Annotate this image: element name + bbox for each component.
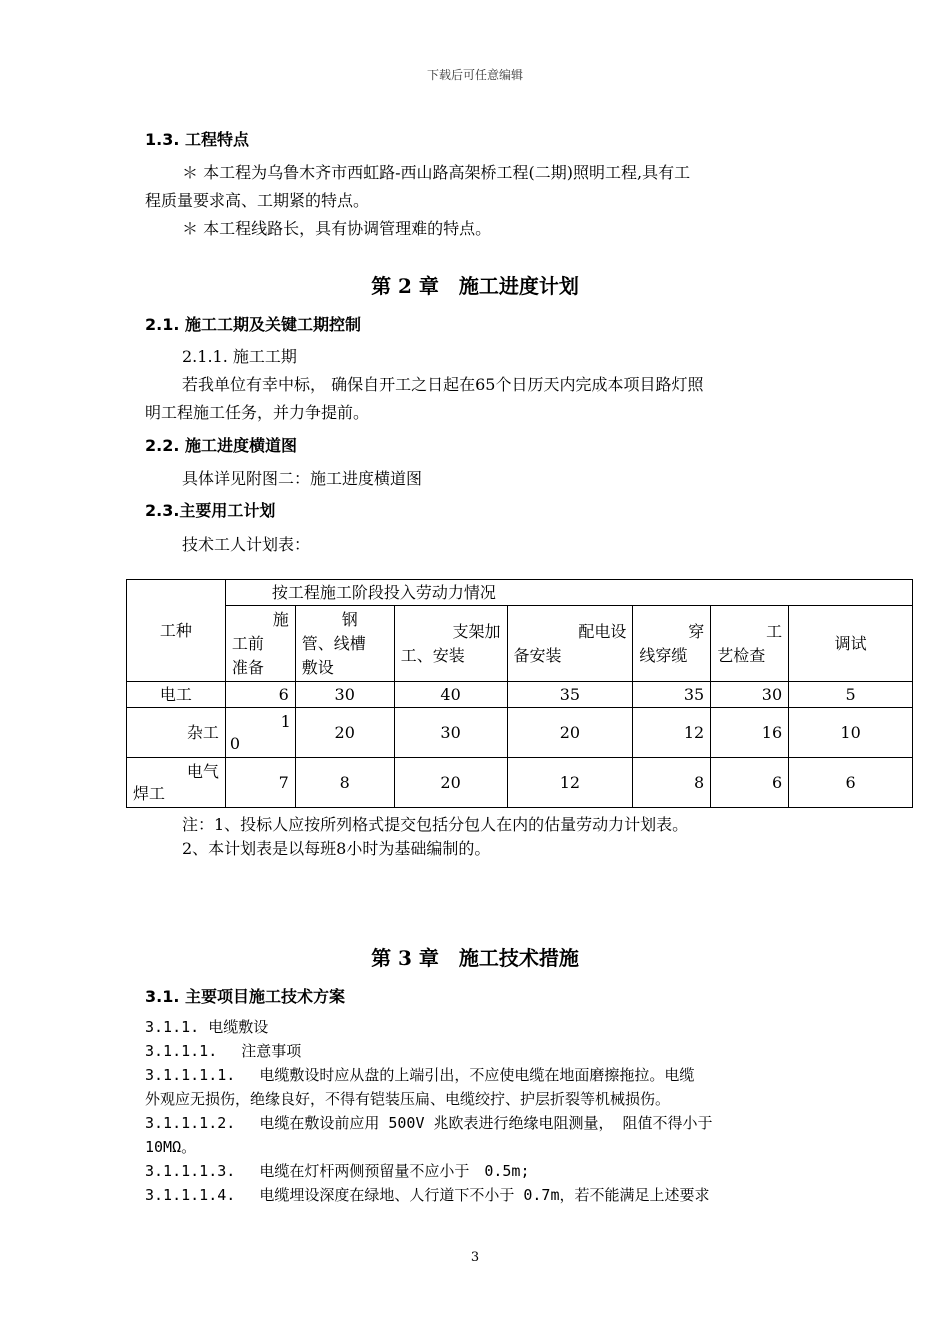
trade-cell: 电气 焊工 (127, 758, 226, 808)
clause-3-1-1-1-1-line-1: 3.1.1.1.1. 电缆敷设时应从盘的上端引出，不应使电缆在地面磨擦拖拉。电缆 (145, 1066, 695, 1084)
value-cell: 12 (507, 758, 633, 808)
stage-header-row (127, 606, 913, 682)
value-cell: 30 (295, 682, 394, 708)
table-row (127, 708, 913, 758)
section-1-3-title: 1.3. 工程特点 (145, 130, 249, 149)
labor-group-header: 按工程施工阶段投入劳动力情况 (225, 580, 912, 606)
value-cell: 30 (394, 708, 507, 758)
section-2-2-paragraph: 具体详见附图二：施工进度横道图 (182, 469, 423, 488)
chapter-3-title: 第 3 章 施工技术措施 (371, 946, 579, 970)
value-cell: 7 (225, 758, 295, 808)
table-note-1: 注：1、投标人应按所列格式提交包括分包人在内的估量劳动力计划表。 (182, 815, 689, 834)
value-cell: 5 (789, 682, 913, 708)
value-cell: 20 (394, 758, 507, 808)
stage-header-testing: 调试 (789, 606, 913, 682)
value-cell: 20 (507, 708, 633, 758)
value-cell: 35 (507, 682, 633, 708)
value-cell: 8 (295, 758, 394, 808)
section-2-1-1-paragraph-line-2: 明工程施工任务，并力争提前。 (145, 403, 370, 422)
value-cell: 6 (711, 758, 789, 808)
stage-header-cabling: 穿 线穿缆 (633, 606, 711, 682)
stage-header-prep: 施 工前 准备 (225, 606, 295, 682)
trade-cell: 杂工 (127, 708, 226, 758)
stage-header-distribution: 配电设 备安装 (507, 606, 633, 682)
clause-3-1-1-1-4: 3.1.1.1.4. 电缆埋设深度在绿地、人行道下不小于 0.7m，若不能满足上述要求 (145, 1186, 710, 1204)
value-cell: 40 (394, 682, 507, 708)
page-header: 下载后可任意编辑 (426, 68, 523, 82)
value-cell: 8 (633, 758, 711, 808)
stage-header-inspection: 工 艺检查 (711, 606, 789, 682)
table-row (127, 758, 913, 808)
value-cell: 20 (295, 708, 394, 758)
value-cell: 6 (225, 682, 295, 708)
section-2-1-1-paragraph-line-1: 若我单位有幸中标， 确保自开工之日起在65个日历天内完成本项目路灯照 (182, 375, 704, 394)
trade-column-header: 工种 (127, 580, 226, 682)
value-cell: 16 (711, 708, 789, 758)
trade-cell: 电工 (127, 682, 226, 708)
section-1-3-bullet-2: ＊ 本工程线路长，具有协调管理难的特点。 (182, 219, 492, 238)
section-2-1-title: 2.1. 施工工期及关键工期控制 (145, 315, 361, 334)
section-3-1-title: 3.1. 主要项目施工技术方案 (145, 987, 345, 1006)
clause-3-1-1-1-1-line-2: 外观应无损伤，绝缘良好，不得有铠装压扁、电缆绞拧、护层折裂等机械损伤。 (145, 1090, 671, 1108)
labor-plan-table (126, 579, 913, 808)
chapter-2-title: 第 2 章 施工进度计划 (371, 274, 579, 298)
clause-3-1-1: 3.1.1. 电缆敷设 (145, 1018, 269, 1036)
value-cell: 10 (789, 708, 913, 758)
clause-3-1-1-1: 3.1.1.1. 注意事项 (145, 1042, 302, 1060)
clause-3-1-1-1-3: 3.1.1.1.3. 电缆在灯杆两侧预留量不应小于 0.5m; (145, 1162, 530, 1180)
section-2-3-title: 2.3.主要用工计划 (145, 501, 276, 520)
table-row (127, 682, 913, 708)
section-2-2-title: 2.2. 施工进度横道图 (145, 436, 297, 455)
section-2-3-paragraph: 技术工人计划表： (182, 535, 311, 554)
stage-header-conduit: 钢 管、线槽 敷设 (295, 606, 394, 682)
section-1-3-bullet-1-line-2: 程质量要求高、工期紧的特点。 (145, 191, 370, 210)
table-note-2: 2、本计划表是以每班8小时为基础编制的。 (182, 839, 491, 858)
page-number: 3 (470, 1250, 480, 1265)
section-1-3-bullet-1-line-1: ＊ 本工程为乌鲁木齐市西虹路-西山路高架桥工程(二期)照明工程,具有工 (182, 163, 691, 182)
value-cell: 12 (633, 708, 711, 758)
value-cell: 30 (711, 682, 789, 708)
value-cell: 6 (789, 758, 913, 808)
clause-3-1-1-1-2-line-1: 3.1.1.1.2. 电缆在敷设前应用 500V 兆欧表进行绝缘电阻测量， 阻值不得小于 (145, 1114, 713, 1132)
clause-3-1-1-1-2-line-2: 10MΩ。 (145, 1138, 197, 1156)
stage-header-bracket: 支架加 工、安装 (394, 606, 507, 682)
value-cell: 35 (633, 682, 711, 708)
value-cell: 1 0 (225, 708, 295, 758)
section-2-1-1-title: 2.1.1. 施工工期 (182, 347, 297, 366)
